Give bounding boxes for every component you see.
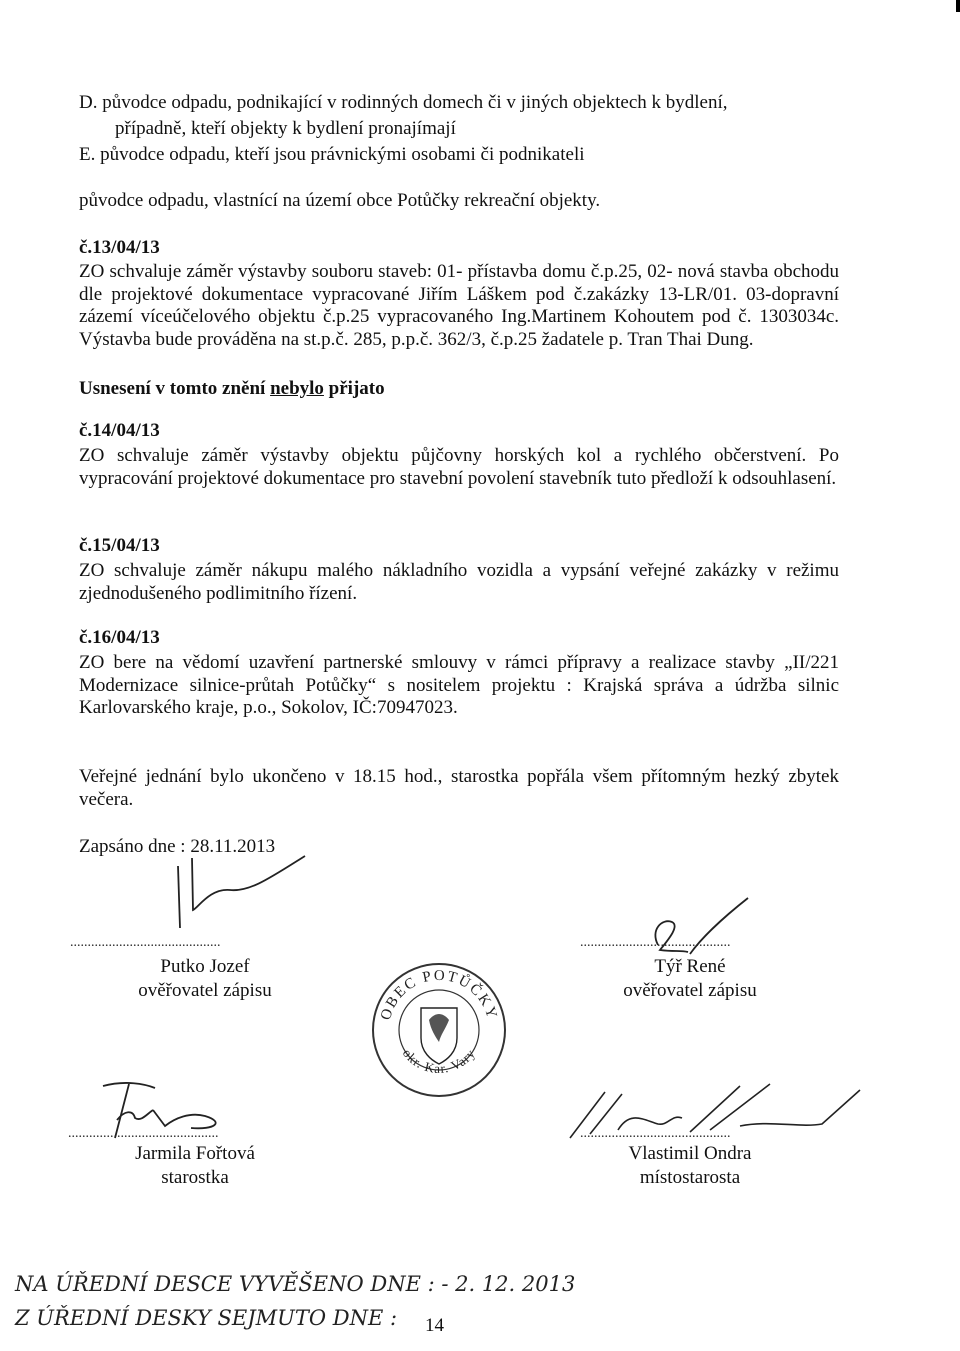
deputy-name: Vlastimil Ondra bbox=[628, 1143, 752, 1164]
resolution-14-number: č.14/04/13 bbox=[79, 420, 160, 441]
coat-of-arms-lion-icon bbox=[429, 1014, 449, 1042]
resolution-13-result-prefix: Usnesení v tomto znění bbox=[79, 378, 271, 399]
stamp-top-text: OBEC POTŮČKY bbox=[377, 967, 501, 1023]
signature-line-deputy: ........................................... bbox=[580, 1126, 731, 1141]
municipal-stamp bbox=[369, 960, 509, 1100]
signature-line-verifier1: ........................................... bbox=[70, 935, 221, 950]
resolution-15-number: č.15/04/13 bbox=[79, 535, 160, 556]
resolution-13-result-suffix: přijato bbox=[323, 378, 385, 399]
scan-edge-mark bbox=[956, 0, 960, 12]
stamp-bottom-text: okr. Kar. Vary bbox=[399, 1045, 479, 1076]
verifier1-role: ověřovatel zápisu bbox=[138, 980, 272, 1001]
verifier1-name: Putko Jozef bbox=[160, 956, 250, 977]
recorded-date: Zapsáno dne : 28.11.2013 bbox=[79, 836, 276, 857]
mayor-name: Jarmila Fořtová bbox=[135, 1143, 255, 1164]
deputy-block bbox=[580, 1142, 800, 1190]
resolution-14-text: ZO schvaluje záměr výstavby objektu půjčovny horských kol a rychlého občerstvení. Po vypracování projektové dokumentace pro stavební povolení stavebník tuto předloží k odsouhlasení. bbox=[79, 445, 839, 489]
verifier2-name: Týř René bbox=[654, 956, 726, 977]
resolution-13-result bbox=[79, 378, 385, 400]
list-item-extra: původce odpadu, vlastnící na území obce Potůčky rekreační objekty. bbox=[79, 190, 601, 211]
signature-line-verifier2: ........................................... bbox=[580, 935, 731, 950]
handwritten-posted-note: NA ÚŘEDNÍ DESCE VYVĚŠENO DNE : - 2. 12. 2013 bbox=[15, 1272, 576, 1296]
resolution-16-number: č.16/04/13 bbox=[79, 627, 160, 648]
mayor-block bbox=[100, 1142, 290, 1190]
resolution-13-text: ZO schvaluje záměr výstavby souboru staveb: 01- přístavba domu č.p.25, 02- nová stavba obchodu dle projektové dokumentace vypracované Jiřím Láškem pod č.zakázky 13-LR/01. 03-dopravní zázemí víceúčelového objektu č.p.25 vypracovaného Ing.Martinem Kohoutem pod č. 1303034c. Výstavba bude prováděna na st.p.č. 285, p.p.č. 362/3, č.p.25 žadatele p. Tran Thai Dung. bbox=[79, 261, 839, 350]
verifier1-block bbox=[110, 955, 300, 1003]
resolution-13-number: č.13/04/13 bbox=[79, 237, 160, 258]
mayor-role: starostka bbox=[161, 1167, 229, 1188]
resolution-16-text: ZO bere na vědomí uzavření partnerské smlouvy v rámci přípravy a realizace stavby „II/221 Modernizace silnice-průtah Potůčky“ s nositelem projektu : Krajská správa a údržba silnic Karlovarského kraje, p.o., Sokolov, IČ:70947023. bbox=[79, 652, 839, 718]
list-item-d-line2: případně, kteří objekty k bydlení pronajímají bbox=[115, 118, 456, 139]
deputy-role: místostarosta bbox=[639, 1167, 741, 1188]
resolution-15-text: ZO schvaluje záměr nákupu malého nákladního vozidla a vypsání veřejné zakázky v režimu zjednodušeného podlimitního řízení. bbox=[79, 560, 839, 604]
signature-line-mayor: ........................................... bbox=[68, 1126, 219, 1141]
list-item-e: E. původce odpadu, kteří jsou právnickými osobami či podnikateli bbox=[79, 144, 585, 165]
handwritten-removed-note: Z ÚŘEDNÍ DESKY SEJMUTO DNE : bbox=[15, 1306, 398, 1330]
verifier2-role: ověřovatel zápisu bbox=[623, 980, 757, 1001]
closing-text: Veřejné jednání bylo ukončeno v 18.15 hod., starostka popřála všem přítomným hezký zbytek večera. bbox=[79, 766, 839, 810]
verifier2-block bbox=[590, 955, 790, 1003]
list-item-d-line1: D. původce odpadu, podnikající v rodinných domech či v jiných objektech k bydlení, bbox=[79, 92, 728, 113]
page-number: 14 bbox=[425, 1315, 444, 1336]
resolution-13-result-underlined: nebylo bbox=[270, 378, 324, 399]
